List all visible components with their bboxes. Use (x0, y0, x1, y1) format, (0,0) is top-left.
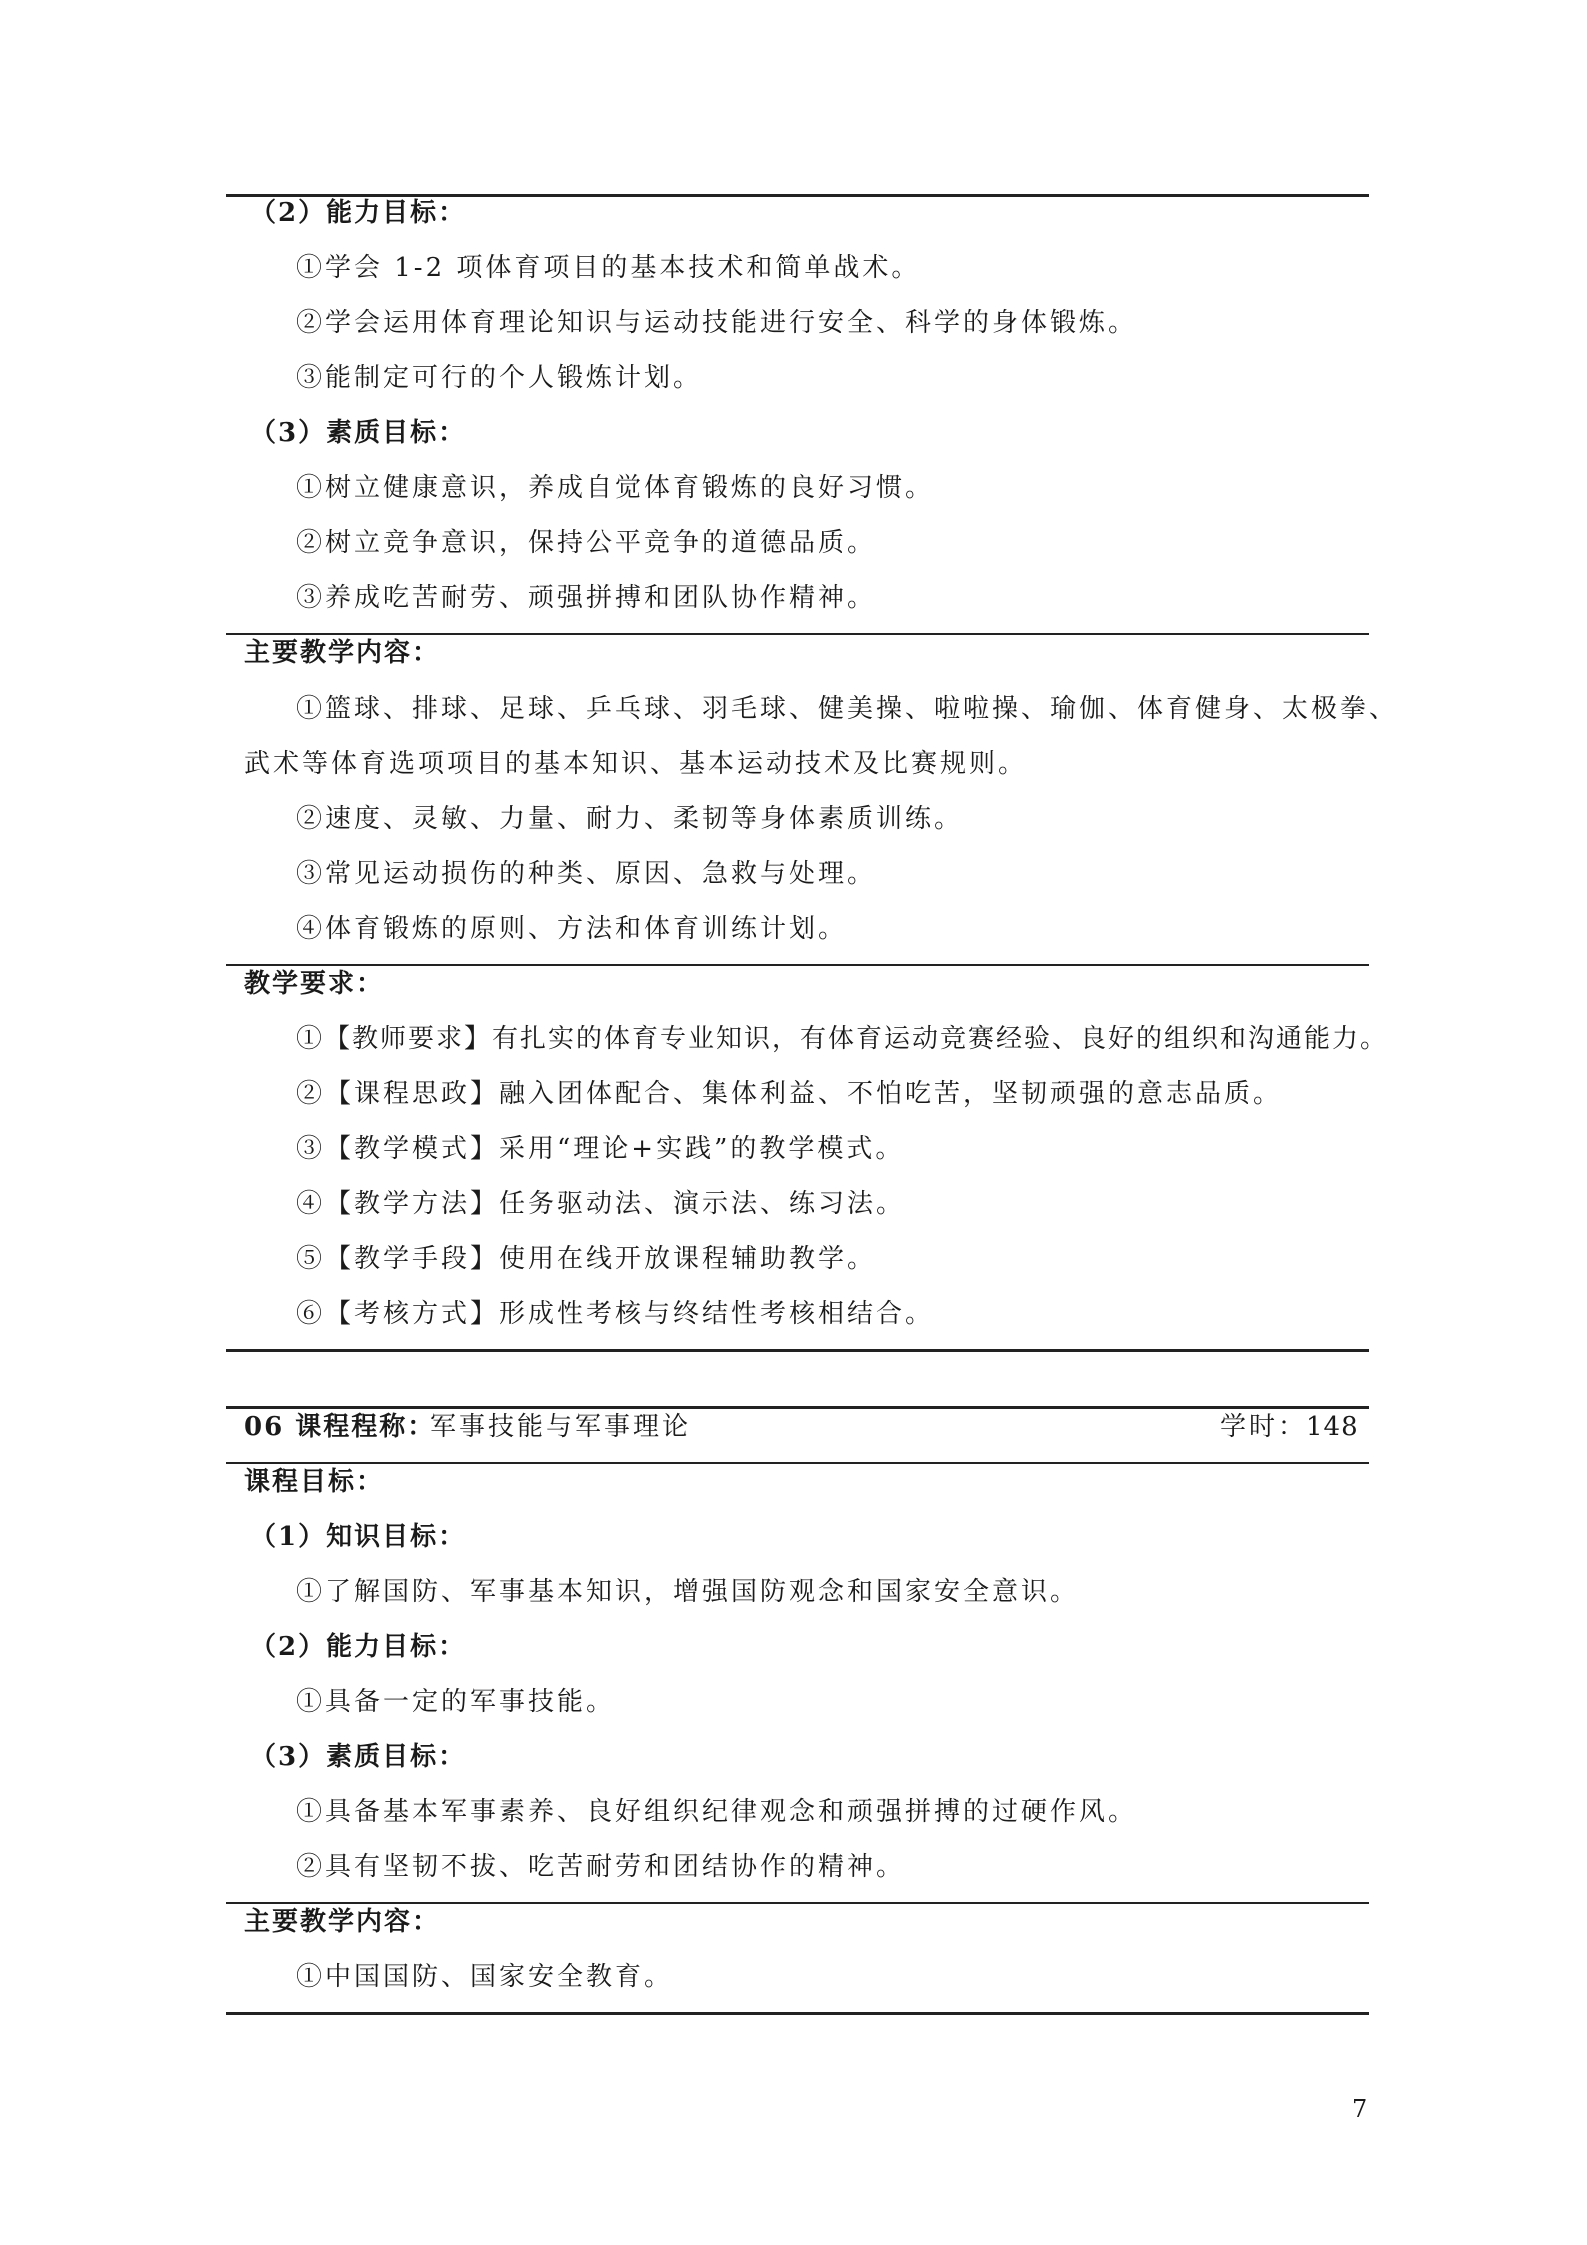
content-item-1: ①篮球、排球、足球、乒乓球、羽毛球、健美操、啦啦操、瑜伽、体育健身、太极拳、 (296, 694, 1399, 724)
section-divider (226, 1902, 1369, 1904)
content-item-3: ③常见运动损伤的种类、原因、急救与处理。 (296, 859, 877, 889)
hours-value: 148 (1306, 1412, 1359, 1442)
ability-item-1: ①具备一定的军事技能。 (296, 1687, 616, 1717)
requirement-item-4: ④【教学方法】任务驱动法、演示法、练习法。 (296, 1189, 906, 1219)
requirement-item-6: ⑥【考核方式】形成性考核与终结性考核相结合。 (296, 1299, 935, 1329)
quality-item-2: ②树立竞争意识，保持公平竞争的道德品质。 (296, 528, 877, 558)
requirement-item-5: ⑤【教学手段】使用在线开放课程辅助教学。 (296, 1244, 877, 1274)
knowledge-item-1: ①了解国防、军事基本知识，增强国防观念和国家安全意识。 (296, 1577, 1080, 1607)
quality-item-1: ①树立健康意识，养成自觉体育锻炼的良好习惯。 (296, 473, 935, 503)
content-item-2: ②速度、灵敏、力量、耐力、柔韧等身体素质训练。 (296, 804, 964, 834)
hours-label: 学时： (1220, 1412, 1308, 1442)
quality-item-3: ③养成吃苦耐劳、顽强拼搏和团队协作精神。 (296, 583, 877, 613)
section-divider (226, 633, 1369, 635)
page-number: 7 (1352, 2095, 1368, 2123)
content-item-1: ①中国国防、国家安全教育。 (296, 1962, 674, 1992)
course-name: 军事技能与军事理论 (430, 1412, 692, 1442)
quality-item-2: ②具有坚韧不拔、吃苦耐劳和团结协作的精神。 (296, 1852, 906, 1882)
content-item-4: ④体育锻炼的原则、方法和体育训练计划。 (296, 914, 848, 944)
section-divider (226, 1462, 1369, 1464)
section-divider (226, 964, 1369, 966)
requirement-item-3: ③【教学模式】采用“理论+实践”的教学模式。 (296, 1134, 905, 1164)
table-top-rule (226, 1406, 1369, 1409)
ability-item-1: ①学会 1-2 项体育项目的基本技术和简单战术。 (296, 253, 921, 283)
table-bottom-rule (226, 1349, 1369, 1352)
teaching-requirements-heading: 教学要求： (244, 969, 385, 999)
ability-objectives-heading: （2）能力目标： (250, 198, 467, 228)
requirement-item-1: ①【教师要求】有扎实的体育专业知识，有体育运动竞赛经验、良好的组织和沟通能力。 (296, 1024, 1389, 1054)
course-label: 06 课程程称： (244, 1412, 436, 1442)
table-bottom-rule (226, 2012, 1369, 2015)
ability-item-2: ②学会运用体育理论知识与运动技能进行安全、科学的身体锻炼。 (296, 308, 1138, 338)
quality-item-1: ①具备基本军事素养、良好组织纪律观念和顽强拼搏的过硬作风。 (296, 1797, 1138, 1827)
main-content-heading: 主要教学内容： (244, 638, 441, 668)
ability-item-3: ③能制定可行的个人锻炼计划。 (296, 363, 703, 393)
requirement-item-2: ②【课程思政】融入团体配合、集体利益、不怕吃苦，坚韧顽强的意志品质。 (296, 1079, 1283, 1109)
content-item-1-continued: 武术等体育选项项目的基本知识、基本运动技术及比赛规则。 (244, 749, 1028, 779)
ability-objectives-heading: （2）能力目标： (250, 1632, 467, 1662)
quality-objectives-heading: （3）素质目标： (250, 1742, 467, 1772)
course-objectives-heading: 课程目标： (244, 1467, 385, 1497)
knowledge-objectives-heading: （1）知识目标： (250, 1522, 467, 1552)
main-content-heading: 主要教学内容： (244, 1907, 441, 1937)
quality-objectives-heading: （3）素质目标： (250, 418, 467, 448)
